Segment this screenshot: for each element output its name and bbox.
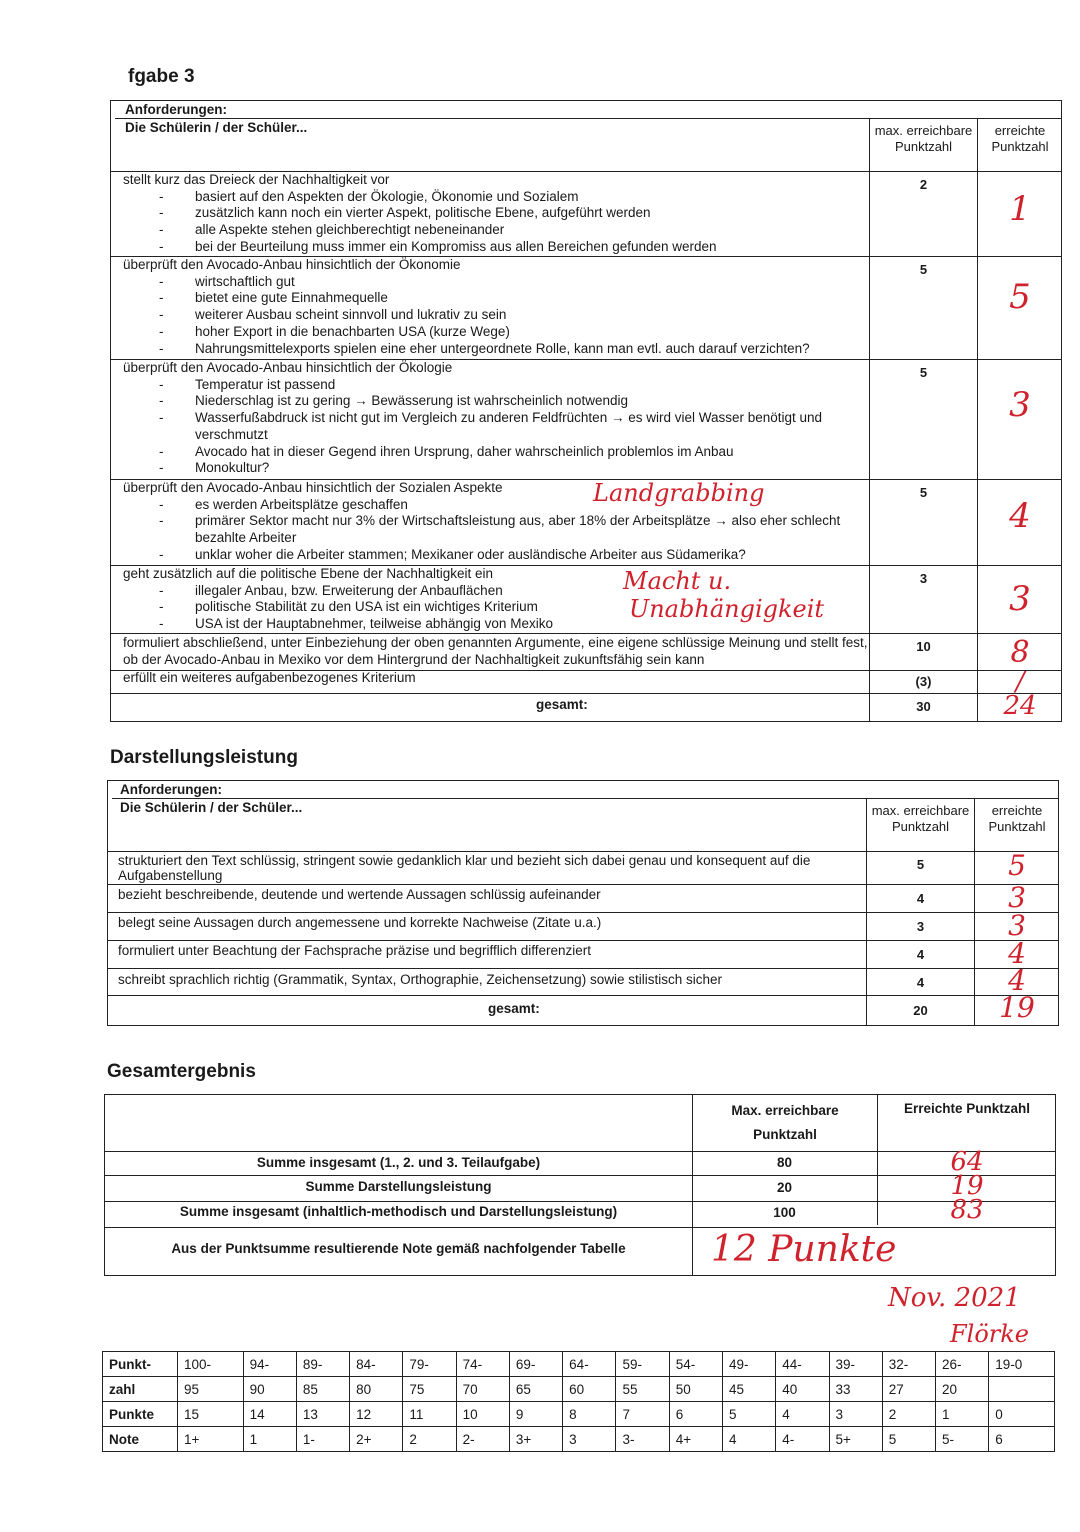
presentation-row: schreibt sprachlich richtig (Grammatik, Syntax, Orthographie, Zeichensetzung) sowie stilistisch sicher bbox=[118, 972, 722, 987]
criterion-score: 4 bbox=[1009, 496, 1031, 536]
grade-cell: 8 bbox=[563, 1402, 616, 1427]
presentation-score: 3 bbox=[1008, 881, 1026, 914]
grade-cell: 0 bbox=[989, 1402, 1055, 1427]
criterion-bullet: - politische Stabilität zu den USA ist ein wichtiges Kriterium bbox=[123, 599, 868, 616]
criterion-bullet: - zusätzlich kann noch ein vierter Aspekt, politische Ebene, aufgeführt werden bbox=[123, 205, 868, 222]
presentation-max: 3 bbox=[916, 919, 925, 934]
grade-cell: 5 bbox=[882, 1427, 935, 1452]
grade-cell: 4+ bbox=[669, 1427, 722, 1452]
grade-cell: 54- bbox=[669, 1352, 722, 1377]
grade-cell: 2 bbox=[403, 1427, 456, 1452]
presentation-row: formuliert unter Beachtung der Fachsprache präzise und begrifflich differenziert bbox=[118, 943, 592, 958]
grade-cell: 100- bbox=[178, 1352, 244, 1377]
grade-punkte-row bbox=[103, 1402, 1055, 1427]
grade-cell: 89- bbox=[296, 1352, 349, 1377]
criterion-bullet: - Avocado hat in dieser Gegend ihren Ursprung, daher wahrscheinlich problemlos im Anbau bbox=[123, 444, 868, 461]
criterion-row bbox=[123, 360, 868, 477]
presentation-score: 5 bbox=[1008, 849, 1026, 882]
criterion-bullet: - Monokultur? bbox=[123, 460, 868, 477]
criterion-row bbox=[123, 257, 868, 357]
criterion-bullet: - Niederschlag ist zu gering → Bewässerung ist wahrscheinlich notwendig bbox=[123, 393, 868, 410]
overall-row-label: Summe insgesamt (inhaltlich-methodisch und Darstellungsleistung) bbox=[179, 1204, 618, 1219]
overall-row-score: 83 bbox=[950, 1195, 984, 1225]
grade-cell: 39- bbox=[829, 1352, 882, 1377]
criterion-title: überprüft den Avocado-Anbau hinsichtlich der Ökonomie bbox=[123, 257, 461, 272]
grade-cell: 1- bbox=[296, 1427, 349, 1452]
presentation-total-label: gesamt: bbox=[488, 1001, 540, 1016]
presentation-max: 4 bbox=[916, 947, 925, 962]
pupil-label: Die Schülerin / der Schüler... bbox=[125, 120, 308, 135]
col-max-header: max. erreichbare Punktzahl bbox=[874, 123, 973, 154]
grade-cell: 20 bbox=[936, 1377, 989, 1402]
pupil-label: Die Schülerin / der Schüler... bbox=[120, 800, 303, 815]
grade-cell: 60 bbox=[563, 1377, 616, 1402]
grade-cell: 80 bbox=[350, 1377, 403, 1402]
grade-cell: 65 bbox=[509, 1377, 562, 1402]
grade-cell: 64- bbox=[563, 1352, 616, 1377]
criterion-title: formuliert abschließend, unter Einbeziehung der oben genannten Argumente, eine eigene schlüssige Meinung und stellt fest, ob der Avocado-Anbau in Mexiko vor dem Hintergrund der Nachhaltigkeit zukunftsfähig sein kann bbox=[123, 635, 868, 667]
criterion-score: 3 bbox=[1009, 579, 1031, 619]
overall-row-score: 64 bbox=[950, 1147, 984, 1177]
grade-cell: 85 bbox=[296, 1377, 349, 1402]
col-max-header: max. erreichbare Punktzahl bbox=[871, 803, 970, 834]
grade-cell: 40 bbox=[776, 1377, 829, 1402]
col-got-header: erreichte Punktzahl bbox=[988, 803, 1046, 834]
grade-cell: 3 bbox=[563, 1427, 616, 1452]
grade-cell: 4- bbox=[776, 1427, 829, 1452]
criterion-score: 5 bbox=[1009, 277, 1031, 317]
criterion-bullet: - primärer Sektor macht nur 3% der Wirtschaftsleistung aus, aber 18% der Arbeitsplätze → also eher schlecht bezahlte Arbeiter bbox=[123, 513, 868, 546]
grade-cell: 2 bbox=[882, 1402, 935, 1427]
grade-cell: 94- bbox=[243, 1352, 296, 1377]
presentation-score: 3 bbox=[1008, 909, 1026, 942]
overall-row-label: Summe insgesamt (1., 2. und 3. Teilaufgabe) bbox=[256, 1155, 541, 1170]
criterion-bullet: - es werden Arbeitsplätze geschaffen bbox=[123, 497, 868, 514]
criterion-score: 1 bbox=[1009, 189, 1031, 229]
criterion-bullet: - hoher Export in die benachbarten USA (kurze Wege) bbox=[123, 324, 868, 341]
criterion-max: 3 bbox=[919, 571, 928, 586]
criterion-bullet: - alle Aspekte stehen gleichberechtigt nebeneinander bbox=[123, 222, 868, 239]
grade-cell: 1 bbox=[243, 1427, 296, 1452]
criterion-max: 5 bbox=[919, 365, 928, 380]
criterion-row bbox=[123, 670, 868, 687]
grade-row-label: Punkt- bbox=[103, 1352, 178, 1377]
requirements-label: Anforderungen: bbox=[125, 102, 227, 117]
grade-cell: 10 bbox=[456, 1402, 509, 1427]
grade-cell: 9 bbox=[509, 1402, 562, 1427]
criterion-title: geht zusätzlich auf die politische Ebene der Nachhaltigkeit ein bbox=[123, 566, 493, 581]
margin-note: Macht u. bbox=[623, 567, 732, 595]
criterion-bullet: - Temperatur ist passend bbox=[123, 377, 868, 394]
task3-table bbox=[110, 100, 1062, 722]
criterion-bullet: - wirtschaftlich gut bbox=[123, 274, 868, 291]
grade-row-label: zahl bbox=[103, 1377, 178, 1402]
criterion-title: erfüllt ein weiteres aufgabenbezogenes Kriterium bbox=[123, 670, 416, 685]
overall-row-max: 20 bbox=[776, 1180, 793, 1195]
grade-cell: 4 bbox=[722, 1427, 775, 1452]
grade-cell: 84- bbox=[350, 1352, 403, 1377]
presentation-total-max: 20 bbox=[913, 1003, 928, 1018]
grade-cell: 3- bbox=[616, 1427, 669, 1452]
grade-row-label: Punkte bbox=[103, 1402, 178, 1427]
task3-total-label: gesamt: bbox=[536, 697, 588, 712]
criterion-bullet: - Nahrungsmittelexports spielen eine eher untergeordnete Rolle, kann man evtl. auch darauf verzichten? bbox=[123, 341, 868, 358]
grade-cell: 27 bbox=[882, 1377, 935, 1402]
grade-cell: 74- bbox=[456, 1352, 509, 1377]
grade-cell bbox=[989, 1377, 1055, 1402]
signature: Flörke bbox=[950, 1320, 1029, 1348]
criterion-bullet: - illegaler Anbau, bzw. Erweiterung der Anbauflächen bbox=[123, 583, 868, 600]
grade-cell: 50 bbox=[669, 1377, 722, 1402]
grade-cell: 6 bbox=[989, 1427, 1055, 1452]
page-heading: fgabe 3 bbox=[128, 66, 195, 87]
criterion-title: stellt kurz das Dreieck der Nachhaltigkeit vor bbox=[123, 172, 390, 187]
grade-cell: 59- bbox=[616, 1352, 669, 1377]
criterion-bullet: - weiterer Ausbau scheint sinnvoll und lukrativ zu sein bbox=[123, 307, 868, 324]
task3-total-max: 30 bbox=[916, 699, 931, 714]
criterion-title: überprüft den Avocado-Anbau hinsichtlich der Sozialen Aspekte bbox=[123, 480, 503, 495]
grade-cell: 70 bbox=[456, 1377, 509, 1402]
grade-cell: 7 bbox=[616, 1402, 669, 1427]
grade-cell: 14 bbox=[243, 1402, 296, 1427]
margin-note: Unabhängigkeit bbox=[629, 595, 825, 623]
criterion-row bbox=[123, 635, 868, 668]
grade-cell: 15 bbox=[178, 1402, 244, 1427]
criterion-title: überprüft den Avocado-Anbau hinsichtlich der Ökologie bbox=[123, 360, 453, 375]
grade-range-top-row bbox=[103, 1352, 1055, 1377]
presentation-max: 4 bbox=[916, 891, 925, 906]
grade-cell: 11 bbox=[403, 1402, 456, 1427]
overall-row-label: Summe Darstellungsleistung bbox=[305, 1179, 492, 1194]
grade-cell: 55 bbox=[616, 1377, 669, 1402]
grade-cell: 3 bbox=[829, 1402, 882, 1427]
grade-label: Aus der Punktsumme resultierende Note gemäß nachfolgender Tabelle bbox=[171, 1241, 626, 1256]
presentation-total-score: 19 bbox=[999, 991, 1035, 1024]
grade-cell: 4 bbox=[776, 1402, 829, 1427]
presentation-row: strukturiert den Text schlüssig, stringent sowie gedanklich klar und bezieht sich dabei genau und konsequent auf die Aufgabenstellung bbox=[118, 853, 811, 883]
overall-table bbox=[104, 1094, 1056, 1276]
grade-cell: 90 bbox=[243, 1377, 296, 1402]
criterion-bullet: - bei der Beurteilung muss immer ein Kompromiss aus allen Bereichen gefunden werden bbox=[123, 239, 868, 256]
criterion-row bbox=[123, 172, 868, 256]
criterion-max: 5 bbox=[919, 485, 928, 500]
grade-cell: 32- bbox=[882, 1352, 935, 1377]
criterion-bullet: - basiert auf den Aspekten der Ökologie, Ökonomie und Sozialem bbox=[123, 189, 868, 206]
grade-cell: 44- bbox=[776, 1352, 829, 1377]
criterion-max: (3) bbox=[915, 674, 932, 689]
grade-note-row bbox=[103, 1427, 1055, 1452]
presentation-row: bezieht beschreibende, deutende und wertende Aussagen schlüssig aufeinander bbox=[118, 887, 601, 902]
criterion-bullet: - USA ist der Hauptabnehmer, teilweise abhängig von Mexiko bbox=[123, 616, 868, 633]
grade-cell: 33 bbox=[829, 1377, 882, 1402]
criterion-score: 8 bbox=[1010, 635, 1030, 670]
grade-result: 12 Punkte bbox=[711, 1229, 897, 1270]
overall-col-max: Max. erreichbare Punktzahl bbox=[731, 1103, 839, 1142]
presentation-table bbox=[107, 780, 1059, 1026]
overall-col-got: Erreichte Punktzahl bbox=[903, 1101, 1031, 1116]
grade-cell: 26- bbox=[936, 1352, 989, 1377]
grade-cell: 95 bbox=[178, 1377, 244, 1402]
grade-row-label: Note bbox=[103, 1427, 178, 1452]
presentation-score: 4 bbox=[1008, 964, 1026, 997]
grade-cell: 69- bbox=[509, 1352, 562, 1377]
margin-note: Landgrabbing bbox=[593, 479, 765, 507]
grade-cell: 1 bbox=[936, 1402, 989, 1427]
presentation-heading: Darstellungsleistung bbox=[110, 747, 298, 768]
criterion-bullet: - bietet eine gute Einnahmequelle bbox=[123, 290, 868, 307]
criterion-bullet: - Wasserfußabdruck ist nicht gut im Vergleich zu anderen Feldfrüchten → es wird viel Wasser benötigt und verschmutzt bbox=[123, 410, 868, 443]
grade-cell: 2+ bbox=[350, 1427, 403, 1452]
date-note: Nov. 2021 bbox=[888, 1283, 1021, 1313]
overall-row-score: 19 bbox=[950, 1171, 984, 1201]
grade-cell: 12 bbox=[350, 1402, 403, 1427]
criterion-score: / bbox=[1015, 667, 1025, 697]
grade-cell: 1+ bbox=[178, 1427, 244, 1452]
presentation-score: 4 bbox=[1008, 937, 1026, 970]
grade-cell: 49- bbox=[722, 1352, 775, 1377]
grade-cell: 19-0 bbox=[989, 1352, 1055, 1377]
grade-range-bottom-row bbox=[103, 1377, 1055, 1402]
criterion-max: 10 bbox=[916, 639, 931, 654]
presentation-max: 4 bbox=[916, 975, 925, 990]
criterion-max: 5 bbox=[919, 262, 928, 277]
overall-row-max: 80 bbox=[776, 1155, 793, 1170]
grade-cell: 45 bbox=[722, 1377, 775, 1402]
grade-table bbox=[102, 1351, 1055, 1452]
requirements-label: Anforderungen: bbox=[120, 782, 222, 797]
grade-cell: 13 bbox=[296, 1402, 349, 1427]
grade-cell: 6 bbox=[669, 1402, 722, 1427]
criterion-bullet: - unklar woher die Arbeiter stammen; Mexikaner oder ausländische Arbeiter aus Südamerika? bbox=[123, 547, 868, 564]
grade-cell: 75 bbox=[403, 1377, 456, 1402]
presentation-max: 5 bbox=[916, 857, 925, 872]
grade-cell: 5 bbox=[722, 1402, 775, 1427]
task3-total-score: 24 bbox=[1003, 691, 1037, 721]
col-got-header: erreichte Punktzahl bbox=[991, 123, 1049, 154]
overall-row-max: 100 bbox=[773, 1205, 796, 1220]
grade-cell: 5+ bbox=[829, 1427, 882, 1452]
criterion-score: 3 bbox=[1009, 385, 1031, 425]
presentation-row: belegt seine Aussagen durch angemessene und korrekte Nachweise (Zitate u.a.) bbox=[118, 915, 602, 930]
overall-heading: Gesamtergebnis bbox=[107, 1061, 256, 1082]
grade-cell: 5- bbox=[936, 1427, 989, 1452]
criterion-max: 2 bbox=[919, 177, 928, 192]
grade-cell: 79- bbox=[403, 1352, 456, 1377]
grade-cell: 2- bbox=[456, 1427, 509, 1452]
grade-cell: 3+ bbox=[509, 1427, 562, 1452]
